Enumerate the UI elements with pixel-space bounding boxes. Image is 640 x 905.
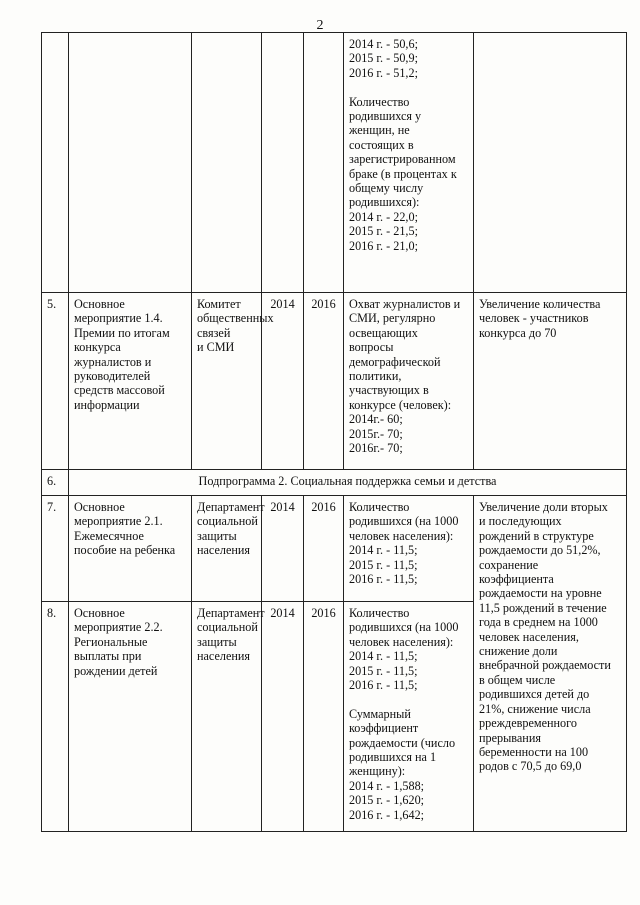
indicators-cell: Количество родившихся (на 1000 человек населения): 2014 г. - 11,5; 2015 г. - 11,5; 2016 г. - 11,5; Суммарный коэффициент рождаемости (число родившихся на 1 женщину): 2014 г. - 1,588; 2015 г. - 1,620; 2016 г. - 1,642; <box>344 602 474 832</box>
indicators-cell: Охват журналистов и СМИ, регулярно освещающих вопросы демографической политики, участвующих в конкурсе (человек): 2014г.- 60; 2015г.- 70; 2016г.- 70; <box>344 293 474 470</box>
activity-cell: Основное мероприятие 2.1. Ежемесячное пособие на ребенка <box>69 496 192 602</box>
activity-cell <box>69 33 192 293</box>
executor-cell: Комитет общественных связей и СМИ <box>192 293 262 470</box>
end-year-cell: 2016 <box>304 602 344 832</box>
executor-cell <box>192 33 262 293</box>
row-number-cell: 6. <box>42 470 69 496</box>
start-year-cell <box>262 33 304 293</box>
end-year-cell: 2016 <box>304 293 344 470</box>
start-year-cell: 2014 <box>262 293 304 470</box>
subprogram-heading: Подпрограмма 2. Социальная поддержка семьи и детства <box>69 470 627 496</box>
row-number-cell: 7. <box>42 496 69 602</box>
row-number-cell: 8. <box>42 602 69 832</box>
table-row-continued <box>42 33 627 293</box>
row-number-cell: 5. <box>42 293 69 470</box>
start-year-cell: 2014 <box>262 496 304 602</box>
table-row-6 <box>42 470 627 496</box>
result-cell: Увеличение доли вторых и последующих рождений в структуре рождаемости до 51,2%, сохранение коэффициента рождаемости на уровне 11,5 рождений в течение года в среднем на 1000 человек населения, снижение доли внебрачной рождаемости в общем числе родившихся детей до 21%, снижение числа pреждевременного прерывания беременности на 100 родов с 70,5 до 69,0 <box>474 496 627 832</box>
executor-cell: Департамент социальной защиты населения <box>192 496 262 602</box>
result-cell: Увеличение количества человек - участников конкурса до 70 <box>474 293 627 470</box>
program-table <box>41 32 627 832</box>
page-number: 2 <box>316 18 324 33</box>
table-row-7 <box>42 496 627 602</box>
result-cell <box>474 33 627 293</box>
end-year-cell <box>304 33 344 293</box>
activity-cell: Основное мероприятие 2.2. Региональные выплаты при рождении детей <box>69 602 192 832</box>
end-year-cell: 2016 <box>304 496 344 602</box>
indicators-cell: 2014 г. - 50,6; 2015 г. - 50,9; 2016 г. - 51,2; Количество родившихся у женщин, не состоящих в зарегистрированном браке (в процентах к общему числу родившихся): 2014 г. - 22,0; 2015 г. - 21,5; 2016 г. - 21,0; <box>344 33 474 293</box>
executor-cell: Департамент социальной защиты населения <box>192 602 262 832</box>
activity-cell: Основное мероприятие 1.4. Премии по итогам конкурса журналистов и руководителей средств массовой информации <box>69 293 192 470</box>
row-number-cell <box>42 33 69 293</box>
start-year-cell: 2014 <box>262 602 304 832</box>
indicators-cell: Количество родившихся (на 1000 человек населения): 2014 г. - 11,5; 2015 г. - 11,5; 2016 г. - 11,5; <box>344 496 474 602</box>
table-row-5 <box>42 293 627 470</box>
